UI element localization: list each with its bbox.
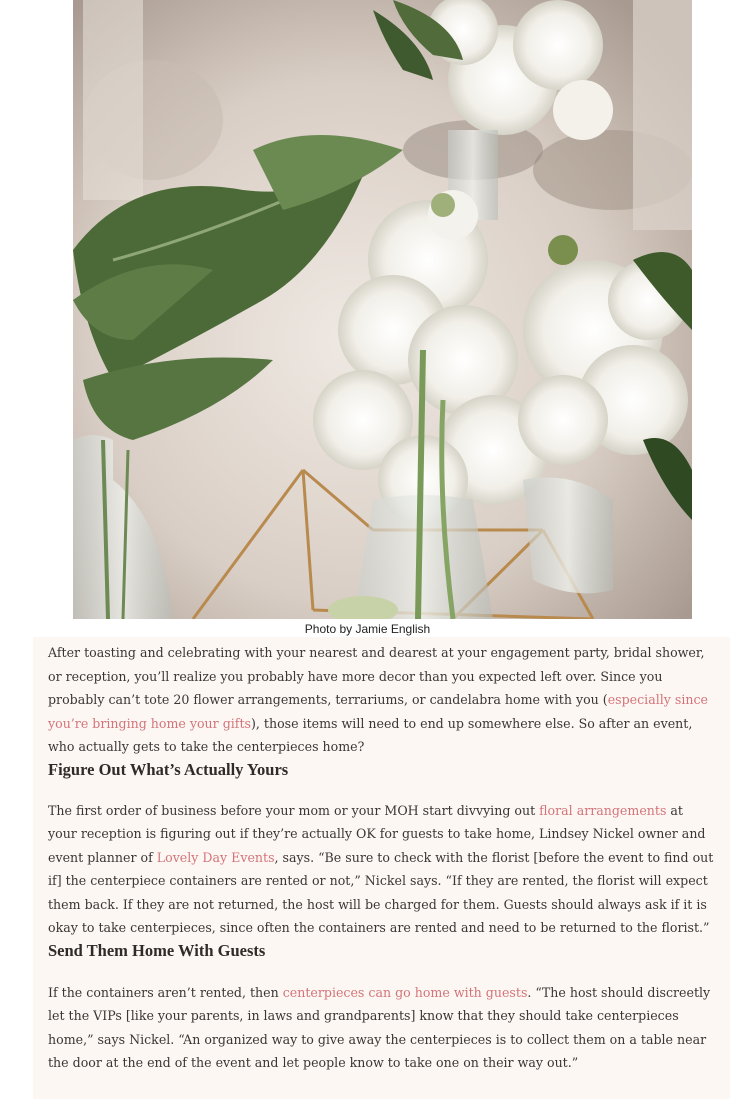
intro-paragraph — [48, 641, 715, 759]
section2-paragraph — [48, 981, 715, 1075]
lovely-day-events-link[interactable]: Lovely Day Events — [156, 849, 275, 865]
section2-text-end: . “The host should discreetly let the VIPs [like your parents, in laws and grandparents] know that they should take centerpieces home,” says Nickel. “An organized way to give away the centerpieces is to collect them on a table near the door at the end of the event and let people know to take one on their way out.” — [48, 984, 711, 1070]
section2-text: If the containers aren’t rented, then — [48, 984, 283, 1000]
section1-text: The first order of business before your mom or your MOH start divvying out — [48, 802, 540, 818]
article-body — [33, 637, 730, 1099]
intro-text-end: ), those items will need to end up somewhere else. So after an event, who actually gets to take the centerpieces home? — [48, 715, 693, 754]
centerpieces-go-home-link[interactable]: centerpieces can go home with guests — [282, 984, 528, 1000]
floral-arrangements-link[interactable]: floral arrangements — [539, 802, 667, 818]
gifts-link[interactable]: especially since you’re bringing home your gifts — [48, 692, 708, 731]
flower-centerpiece-image — [73, 0, 692, 619]
hero-photo — [73, 0, 692, 619]
section-heading-figure-out: Figure Out What’s Actually Yours — [48, 759, 289, 779]
photo-caption: Photo by Jamie English — [304, 622, 431, 636]
section1-text-mid: at your reception is figuring out if they’re actually OK for guests to take home, Lindsey Nickel owner and event planner of — [48, 802, 706, 865]
section1-paragraph — [48, 799, 715, 940]
intro-text: After toasting and celebrating with your nearest and dearest at your engagement party, bridal shower, or reception, you’ll realize you probably have more decor than you expected left over. Since you probably can’t tote 20 flower arrangements, terrariums, or candelabra home with you ( — [48, 645, 705, 707]
section-heading-send-home: Send Them Home With Guests — [48, 940, 266, 960]
section1-text-end: , says. “Be sure to check with the florist [before the event to find out if] the centerpiece containers are rented or not,” Nickel says. “If they are rented, the florist will expect them back. If they are not returned, the host will be charged for them. Guests should always ask if it is okay to take centerpieces, since often the containers are rented and need to be returned to the florist.” — [48, 849, 714, 935]
